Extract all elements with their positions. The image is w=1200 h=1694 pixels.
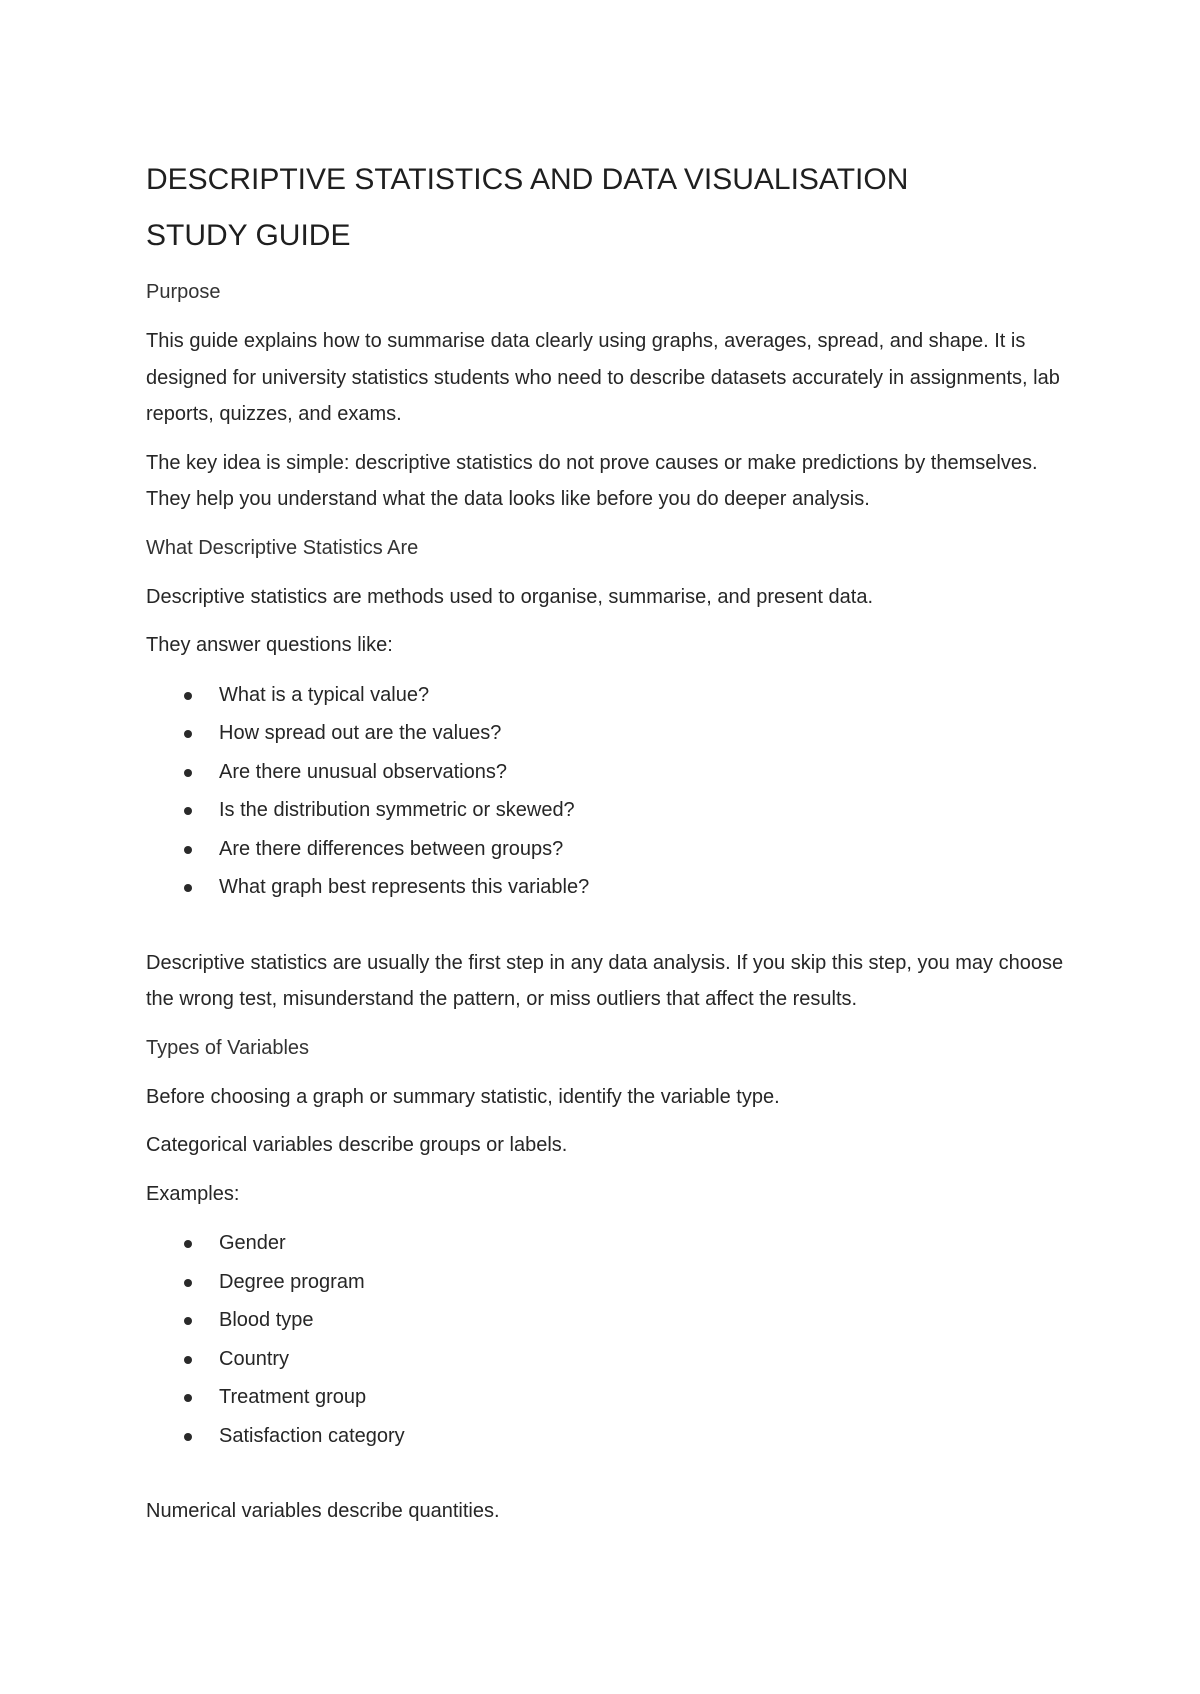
list-item-text: What is a typical value? [219,683,430,706]
list-item [146,676,1076,715]
list-item [146,1301,1076,1340]
list-item-text: How spread out are the values? [219,722,502,744]
list-item [146,1378,1076,1417]
title-line-2: STUDY GUIDE [146,219,351,252]
purpose-paragraph-1: This guide explains how to summarise data clearly using graphs, averages, spread, and shape. It is designed for university statistics students who need to describe datasets accurately in assignments, lab reports, quizzes, and exams. [146,330,1060,425]
list-item-text: Gender [219,1232,286,1254]
list-item-text: Degree program [219,1270,365,1293]
document-page [146,152,1076,1542]
types-paragraph-3: Examples: [146,1182,240,1205]
types-heading: Types of Variables [146,1036,310,1059]
list-item-text: Treatment group [219,1386,367,1408]
list-item-text: Satisfaction category [219,1424,405,1447]
bullet-icon [184,1433,192,1441]
spacer [146,1455,1076,1493]
questions-list [146,676,1076,907]
document-title [146,152,1076,264]
bullet-icon [184,1317,192,1325]
list-item [146,1224,1076,1263]
examples-list [146,1224,1076,1455]
list-item [146,753,1076,792]
list-item-text: Are there unusual observations? [219,760,507,783]
list-item [146,791,1076,830]
list-item [146,714,1076,753]
bullet-icon [184,692,192,700]
list-item-text: Blood type [219,1309,314,1331]
list-item-text: Are there differences between groups? [219,837,564,860]
types-paragraph-2: Categorical variables describe groups or labels. [146,1134,568,1156]
bullet-icon [184,730,192,738]
what-paragraph-1: Descriptive statistics are methods used to organise, summarise, and present data. [146,585,874,608]
what-paragraph-2: They answer questions like: [146,634,393,656]
list-item-text: Is the distribution symmetric or skewed? [219,799,575,821]
bullet-icon [184,1356,192,1364]
spacer [146,907,1076,945]
bullet-icon [184,807,192,815]
types-paragraph-4: Numerical variables describe quantities. [146,1500,500,1522]
bullet-icon [184,769,192,777]
what-heading: What Descriptive Statistics Are [146,536,419,559]
list-item [146,1340,1076,1379]
list-item [146,1263,1076,1302]
list-item [146,830,1076,869]
bullet-icon [184,846,192,854]
purpose-heading: Purpose [146,281,221,303]
what-paragraph-3: Descriptive statistics are usually the first step in any data analysis. If you skip this step, you may choose the wrong test, misunderstand the pattern, or miss outliers that affect the results. [146,951,1064,1010]
bullet-icon [184,1240,192,1248]
list-item-text: What graph best represents this variable? [219,876,590,898]
purpose-paragraph-2: The key idea is simple: descriptive statistics do not prove causes or make predictions by themselves. They help you understand what the data looks like before you do deeper analysis. [146,451,1038,510]
list-item [146,868,1076,907]
bullet-icon [184,1394,192,1402]
types-paragraph-1: Before choosing a graph or summary statistic, identify the variable type. [146,1085,780,1108]
list-item-text: Country [219,1347,290,1370]
title-line-1: DESCRIPTIVE STATISTICS AND DATA VISUALISATION [146,163,909,196]
list-item [146,1417,1076,1456]
bullet-icon [184,1279,192,1287]
bullet-icon [184,884,192,892]
